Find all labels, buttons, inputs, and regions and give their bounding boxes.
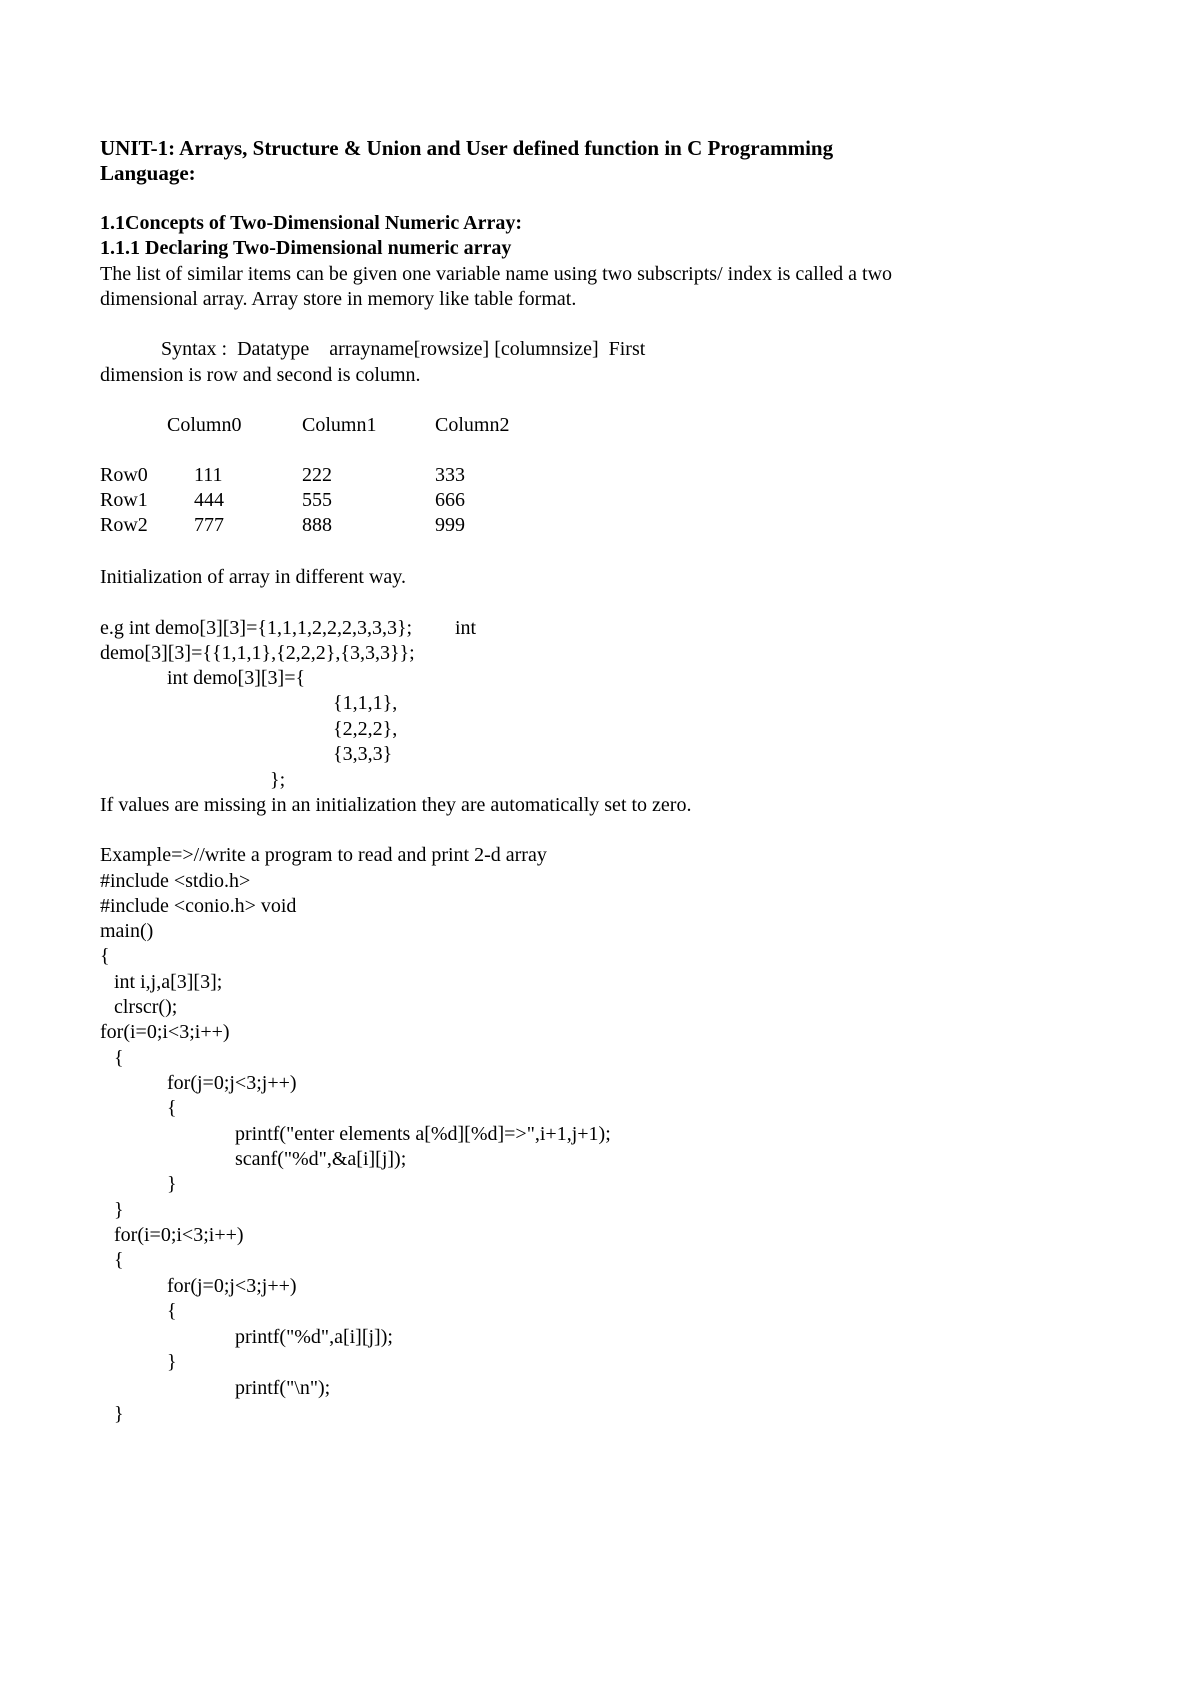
code-line: } [114, 1403, 124, 1425]
code-line: #include <conio.h> void [100, 895, 297, 917]
code-line: { [114, 1249, 124, 1271]
table-row-label: Row0 [100, 464, 148, 486]
code-line: printf("%d",a[i][j]); [235, 1326, 393, 1348]
table-cell: 777 [194, 514, 224, 536]
code-line: for(i=0;i<3;i++) [100, 1021, 230, 1043]
table-column-header: Column2 [435, 414, 510, 436]
table-cell: 333 [435, 464, 465, 486]
section-heading: 1.1Concepts of Two-Dimensional Numeric Array: [100, 212, 522, 234]
code-line: demo[3][3]={{1,1,1},{2,2,2},{3,3,3}}; [100, 642, 415, 664]
code-line: { [167, 1300, 177, 1322]
code-line: } [167, 1351, 177, 1373]
code-line: } [114, 1199, 124, 1221]
code-line: clrscr(); [114, 996, 178, 1018]
intro-paragraph-line: The list of similar items can be given one variable name using two subscripts/ index is called a two [100, 263, 893, 285]
code-line: e.g int demo[3][3]={1,1,1,2,2,2,3,3,3}; [100, 617, 413, 639]
code-line: {1,1,1}, [333, 692, 398, 714]
code-line: {2,2,2}, [333, 718, 398, 740]
code-line: for(j=0;j<3;j++) [167, 1072, 297, 1094]
code-line: }; [270, 769, 286, 791]
code-line: int [455, 617, 477, 639]
code-line: scanf("%d",&a[i][j]); [235, 1148, 407, 1170]
syntax-line: Syntax : Datatype arrayname[rowsize] [columnsize] First [161, 338, 646, 360]
syntax-line: dimension is row and second is column. [100, 364, 421, 386]
table-cell: 999 [435, 514, 465, 536]
code-line: { [114, 1047, 124, 1069]
code-line: int i,j,a[3][3]; [114, 971, 223, 993]
code-line: } [167, 1173, 177, 1195]
table-cell: 111 [194, 464, 223, 486]
code-line: #include <stdio.h> [100, 870, 251, 892]
code-line: for(j=0;j<3;j++) [167, 1275, 297, 1297]
unit-title: UNIT-1: Arrays, Structure & Union and User defined function in C Programming [100, 136, 834, 160]
table-cell: 555 [302, 489, 332, 511]
table-column-header: Column1 [302, 414, 377, 436]
unit-title-continued: Language: [100, 161, 196, 185]
code-line: printf("\n"); [235, 1377, 331, 1399]
example-heading: Example=>//write a program to read and print 2-d array [100, 844, 547, 866]
code-line: main() [100, 920, 154, 942]
table-row-label: Row1 [100, 489, 148, 511]
code-line: {3,3,3} [333, 743, 393, 765]
table-cell: 222 [302, 464, 332, 486]
code-line: for(i=0;i<3;i++) [114, 1224, 244, 1246]
table-cell: 666 [435, 489, 465, 511]
subsection-heading: 1.1.1 Declaring Two-Dimensional numeric array [100, 237, 512, 259]
table-cell: 888 [302, 514, 332, 536]
intro-paragraph-line: dimensional array. Array store in memory like table format. [100, 288, 577, 310]
code-line: { [167, 1097, 177, 1119]
initialization-heading: Initialization of array in different way. [100, 566, 406, 588]
code-line: { [100, 945, 110, 967]
code-line: printf("enter elements a[%d][%d]=>",i+1,j+1); [235, 1123, 611, 1145]
code-line: int demo[3][3]={ [167, 667, 306, 689]
table-column-header: Column0 [167, 414, 242, 436]
table-row-label: Row2 [100, 514, 148, 536]
initialization-note: If values are missing in an initialization they are automatically set to zero. [100, 794, 692, 816]
table-cell: 444 [194, 489, 224, 511]
